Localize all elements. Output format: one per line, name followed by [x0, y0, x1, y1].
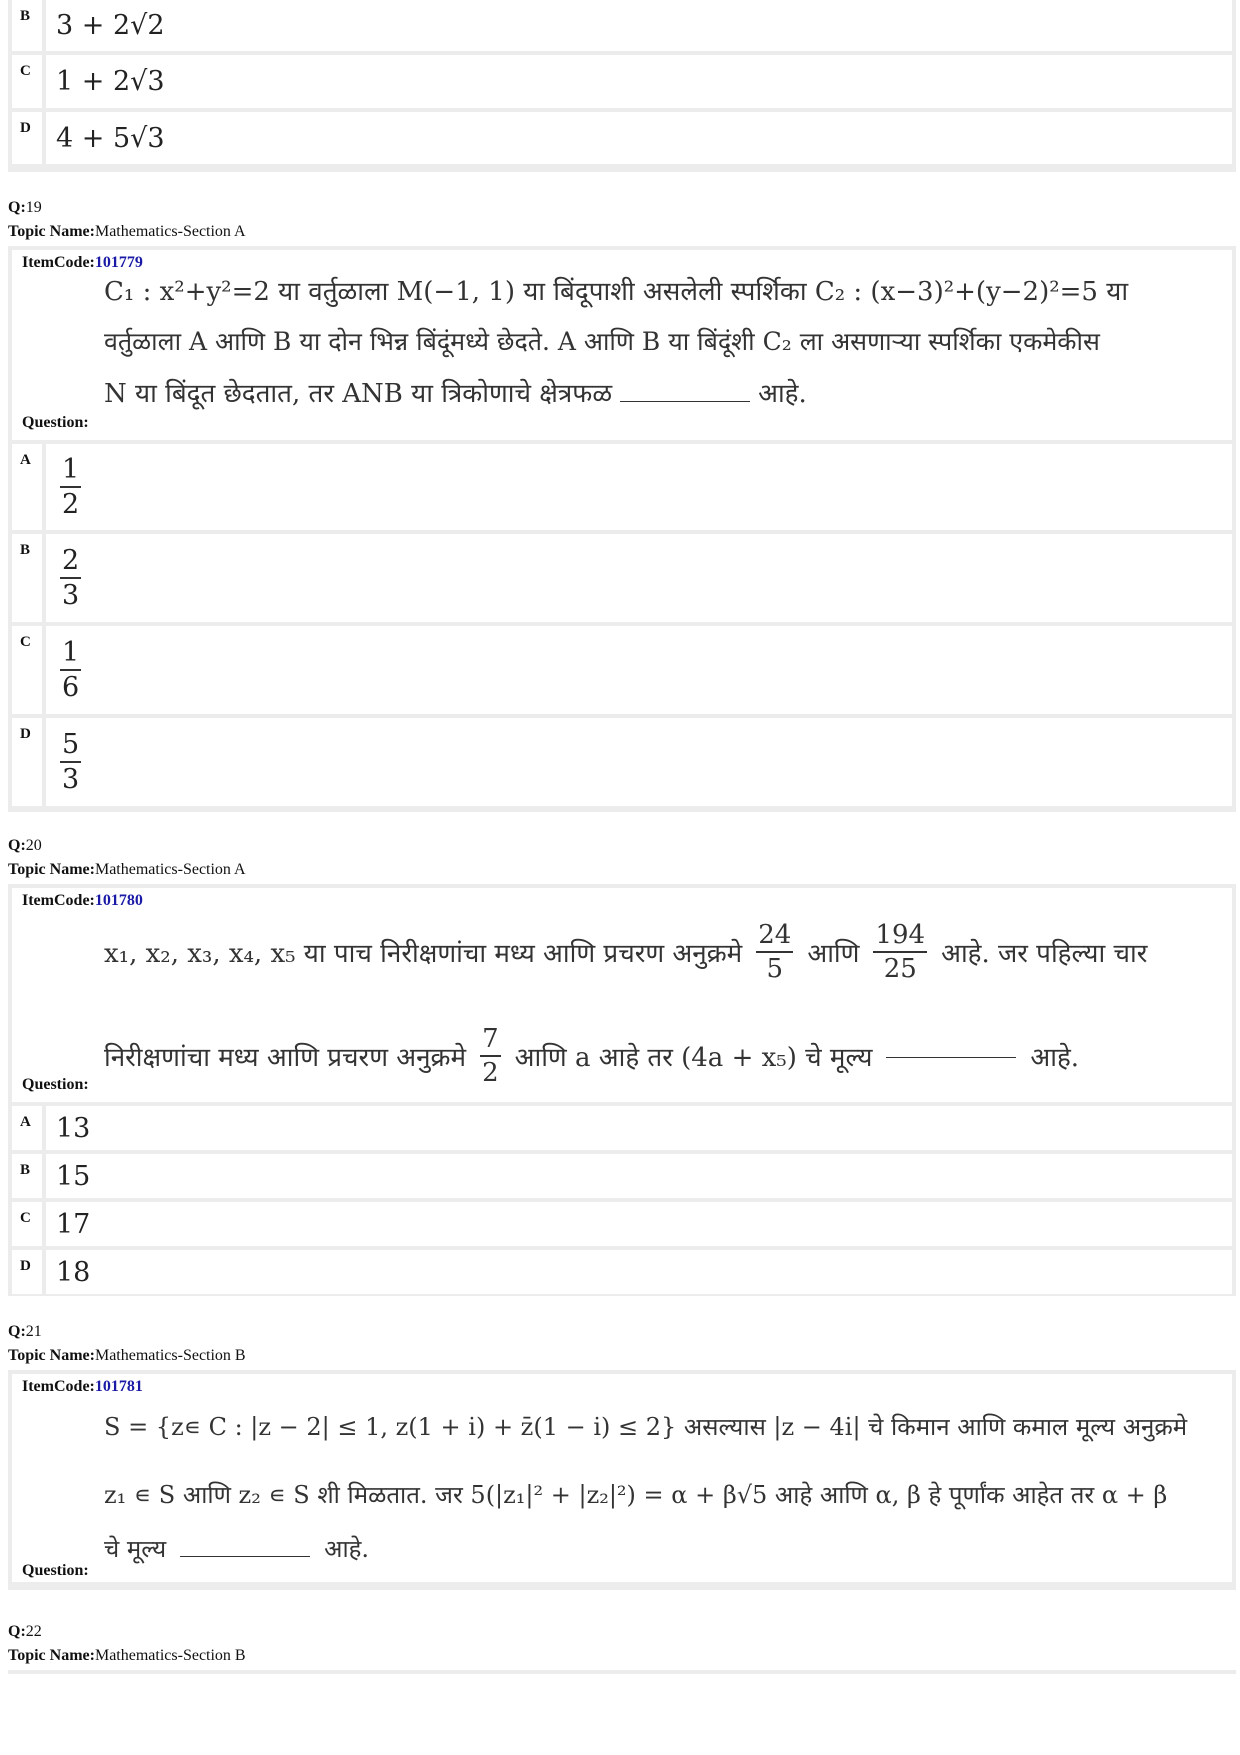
option-value: 3 + 2√2	[56, 10, 165, 41]
question-box	[8, 1370, 1236, 1590]
question-line: वर्तुळाला A आणि B या दोन भिन्न बिंदूंमध्ये छेदते. A आणि B या बिंदूंशी C₂ ला असणाऱ्या स्पर्शिका एकमेकीस	[104, 327, 1100, 356]
option-row	[12, 112, 1232, 164]
option-label: C	[12, 55, 46, 108]
question-label: Question:	[22, 1076, 89, 1093]
item-code-value: 101779	[94, 254, 143, 271]
question-number: 20	[25, 837, 42, 854]
question-header	[8, 834, 246, 882]
fraction: $\frac{2}{3}$	[62, 545, 80, 611]
fraction: $\frac{1}{6}$	[62, 637, 80, 703]
question-label: Question:	[22, 1562, 89, 1579]
option-value: 18	[56, 1256, 91, 1288]
option-value: 15	[56, 1160, 91, 1192]
topic-name: Mathematics-Section A	[94, 861, 246, 878]
question-line: z₁ ∊ S आणि z₂ ∊ S शी मिळतात. जर 5(|z₁|² + |z₂|²) = α + β√5 आहे आणि α, β हे पूर्णांक आहेत तर α + β	[104, 1481, 1168, 1509]
q18-options-table	[8, 0, 1236, 172]
fraction: $\frac{5}{3}$	[62, 729, 80, 795]
option-value: 17	[56, 1208, 91, 1240]
topic-name: Mathematics-Section B	[94, 1647, 246, 1664]
item-code-value: 101780	[94, 892, 143, 909]
answer-blank	[886, 1054, 1016, 1058]
question-stem	[12, 250, 1232, 440]
question-number-label: Q:	[8, 1623, 26, 1640]
option-row	[12, 718, 1232, 806]
question-number: 19	[25, 199, 42, 216]
option-label: B	[12, 534, 46, 622]
option-row	[12, 0, 1232, 51]
topic-label: Topic Name:	[8, 861, 95, 878]
option-row	[12, 1202, 1232, 1246]
fraction: $\frac{7}{2}$	[482, 1024, 499, 1088]
topic-label: Topic Name:	[8, 1647, 95, 1664]
option-row	[12, 626, 1232, 714]
question-box	[8, 884, 1236, 1296]
answer-blank	[620, 398, 750, 402]
question-stem	[12, 1374, 1232, 1582]
question-header	[8, 1320, 246, 1368]
question-number-label: Q:	[8, 837, 26, 854]
question-line: निरीक्षणांचा मध्य आणि प्रचरण अनुक्रमे $\frac{7}{2}$ आणि a आहे तर (4a + x₅) चे मूल्य आहे.	[104, 1024, 1080, 1088]
option-row	[12, 534, 1232, 622]
question-line: S = {z∊ C : |z − 2| ≤ 1, z(1 + i) + z̄(1 − i) ≤ 2} असल्यास |z − 4i| चे किमान आणि कमाल मूल्य अनुक्रमे	[104, 1413, 1188, 1441]
option-label: B	[12, 1154, 46, 1198]
question-number-label: Q:	[8, 1323, 26, 1340]
option-label: C	[12, 626, 46, 714]
topic-name: Mathematics-Section A	[94, 223, 246, 240]
fraction: $\frac{24}{5}$	[758, 920, 792, 984]
question-box-top-border	[8, 1670, 1236, 1674]
option-label: C	[12, 1202, 46, 1246]
question-number-label: Q:	[8, 199, 26, 216]
option-value	[46, 626, 1232, 714]
option-row	[12, 1154, 1232, 1198]
answer-blank	[180, 1553, 310, 1557]
option-label: A	[12, 1106, 46, 1150]
option-value: 1 + 2√3	[56, 66, 165, 97]
question-number: 22	[25, 1623, 42, 1640]
option-row	[12, 444, 1232, 530]
fraction: $\frac{194}{25}$	[875, 920, 926, 984]
option-value: 4 + 5√3	[56, 122, 165, 154]
option-value	[46, 444, 1232, 530]
question-line: C₁ : x²+y²=2 या वर्तुळाला M(−1, 1) या बिंदूपाशी असलेली स्पर्शिका C₂ : (x−3)²+(y−2)²=5 या	[104, 277, 1129, 307]
option-label: D	[12, 718, 46, 806]
question-header	[8, 196, 246, 244]
item-code-value: 101781	[94, 1378, 143, 1395]
item-code: ItemCode:101779	[22, 254, 143, 271]
question-box	[8, 246, 1236, 812]
fraction: $\frac{1}{2}$	[62, 454, 80, 520]
option-row	[12, 55, 1232, 108]
item-code: ItemCode:101781	[22, 1378, 143, 1395]
question-header	[8, 1620, 246, 1668]
question-number: 21	[25, 1323, 42, 1340]
question-stem	[12, 888, 1232, 1102]
question-label: Question:	[22, 414, 89, 431]
option-label: B	[12, 0, 46, 51]
topic-label: Topic Name:	[8, 1347, 95, 1364]
option-value: 13	[56, 1112, 91, 1144]
option-row	[12, 1250, 1232, 1294]
topic-label: Topic Name:	[8, 223, 95, 240]
question-line: N या बिंदूत छेदतात, तर ANB या त्रिकोणाचे क्षेत्रफळ आहे.	[104, 379, 807, 409]
option-value	[46, 718, 1232, 806]
option-label: D	[12, 1250, 46, 1294]
option-row	[12, 1106, 1232, 1150]
item-code: ItemCode:101780	[22, 892, 143, 909]
option-value	[46, 534, 1232, 622]
topic-name: Mathematics-Section B	[94, 1347, 246, 1364]
option-label: A	[12, 444, 46, 530]
question-line: चे मूल्य आहे.	[104, 1535, 370, 1563]
option-label: D	[12, 112, 46, 164]
question-line: x₁, x₂, x₃, x₄, x₅ या पाच निरीक्षणांचा मध्य आणि प्रचरण अनुक्रमे $\frac{24}{5}$ आणि $\frac{194}{25}$ आहे. जर पहिल्या चार	[104, 920, 1148, 984]
